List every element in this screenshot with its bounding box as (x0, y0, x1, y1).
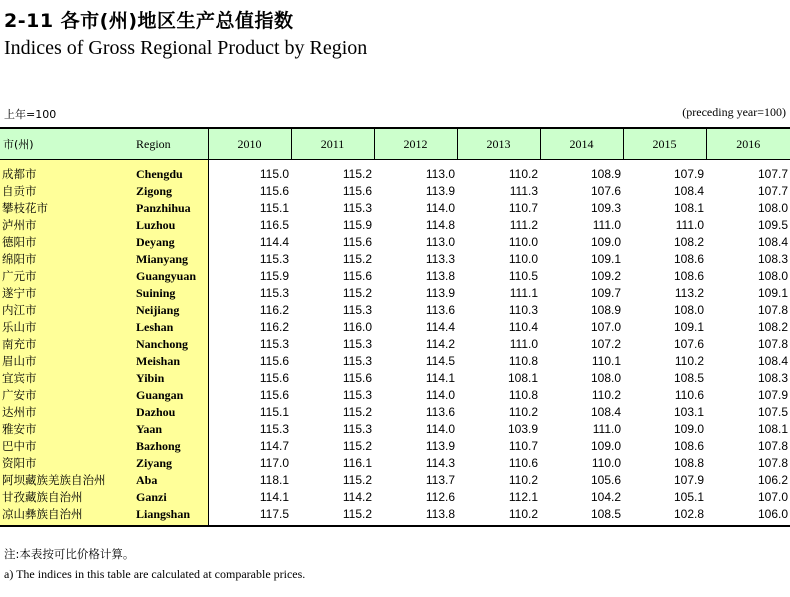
row-index-value: 115.2 (291, 506, 374, 526)
table-row (0, 319, 790, 336)
row-region-name: Zigong (130, 183, 208, 200)
row-region-name: Guangyuan (130, 268, 208, 285)
row-city-name: 雅安市 (0, 421, 130, 438)
column-header-2012: 2012 (374, 128, 457, 160)
row-index-value: 110.1 (591, 354, 621, 368)
row-city-name: 巴中市 (0, 438, 130, 455)
row-index-value: 107.0 (757, 490, 788, 504)
row-index-value: 110.0 (591, 456, 621, 470)
row-index-value: 108.8 (673, 456, 704, 470)
row-index-value: 108.6 (673, 269, 704, 283)
row-region-name: Ganzi (130, 489, 208, 506)
row-index-value: 115.2 (342, 167, 372, 181)
row-index-value: 108.2 (673, 235, 704, 249)
row-city-name: 攀枝花市 (0, 200, 130, 217)
table-row (0, 285, 790, 302)
row-index-value: 110.8 (508, 354, 538, 368)
row-index-value: 104.2 (590, 490, 621, 504)
row-index-value: 110.8 (508, 388, 538, 402)
column-header-2016: 2016 (706, 128, 790, 160)
row-city-name: 宜宾市 (0, 370, 130, 387)
row-index-value: 114.0 (425, 422, 455, 436)
row-index-value: 107.8 (757, 456, 788, 470)
row-city-name: 南充市 (0, 336, 130, 353)
row-region-name: Suining (130, 285, 208, 302)
table-row (0, 217, 790, 234)
row-region-name: Neijiang (130, 302, 208, 319)
row-index-value: 108.6 (673, 252, 704, 266)
footnote-english: a) The indices in this table are calculated at comparable prices. (4, 567, 306, 581)
row-index-value: 113.7 (425, 473, 455, 487)
row-index-value: 116.2 (259, 320, 289, 334)
row-region-name: Meishan (130, 353, 208, 370)
row-region-name: Mianyang (130, 251, 208, 268)
row-index-value: 109.0 (590, 235, 621, 249)
row-city-name: 阿坝藏族羌族自治州 (0, 472, 130, 489)
page-title-chinese: 2-11 各市(州)地区生产总值指数 (4, 10, 294, 32)
row-index-value: 110.2 (508, 473, 538, 487)
row-index-value: 114.2 (342, 490, 372, 504)
row-index-value: 115.9 (342, 218, 372, 232)
table-row (0, 404, 790, 421)
row-index-value: 110.5 (508, 269, 538, 283)
row-index-value: 106.2 (757, 473, 788, 487)
row-index-value: 115.3 (342, 422, 372, 436)
table-row (0, 200, 790, 217)
row-index-value: 113.6 (425, 303, 455, 317)
row-region-name: Dazhou (130, 404, 208, 421)
row-city-name: 成都市 (0, 160, 130, 184)
row-index-value: 113.2 (674, 286, 704, 300)
row-index-value: 115.9 (259, 269, 289, 283)
row-index-value: 114.5 (425, 354, 455, 368)
row-index-value: 115.3 (259, 286, 289, 300)
column-header-2013: 2013 (457, 128, 540, 160)
unit-label-english: (preceding year=100) (682, 105, 786, 119)
column-header-2010: 2010 (208, 128, 291, 160)
row-index-value: 115.6 (342, 371, 372, 385)
row-index-value: 115.6 (342, 269, 372, 283)
table-row (0, 160, 790, 184)
row-city-name: 自贡市 (0, 183, 130, 200)
row-index-value: 108.1 (757, 422, 788, 436)
table-row (0, 251, 790, 268)
row-index-value: 108.4 (673, 184, 704, 198)
row-index-value: 114.4 (259, 235, 289, 249)
row-index-value: 107.0 (590, 320, 621, 334)
row-index-value: 107.6 (590, 184, 621, 198)
row-region-name: Panzhihua (130, 200, 208, 217)
row-index-value: 112.6 (425, 490, 455, 504)
row-index-value: 102.8 (623, 506, 706, 526)
row-index-value: 108.3 (757, 371, 788, 385)
row-index-value: 113.0 (425, 235, 455, 249)
row-index-value: 113.3 (425, 252, 455, 266)
row-region-name: Yibin (130, 370, 208, 387)
row-index-value: 108.0 (590, 371, 621, 385)
row-index-value: 109.1 (590, 252, 621, 266)
row-index-value: 108.2 (757, 320, 788, 334)
row-index-value: 114.1 (425, 371, 455, 385)
footnote-chinese: 注:本表按可比价格计算。 (4, 547, 135, 561)
row-index-value: 109.7 (590, 286, 621, 300)
row-index-value: 115.1 (259, 201, 289, 215)
row-region-name: Liangshan (130, 506, 208, 526)
row-index-value: 107.8 (757, 337, 788, 351)
row-index-value: 108.9 (590, 303, 621, 317)
row-index-value: 109.1 (757, 286, 788, 300)
row-index-value: 111.0 (509, 337, 538, 351)
row-index-value: 115.3 (342, 303, 372, 317)
row-index-value: 108.1 (673, 201, 704, 215)
row-index-value: 110.0 (508, 252, 538, 266)
row-index-value: 108.0 (757, 269, 788, 283)
row-city-name: 乐山市 (0, 319, 130, 336)
row-index-value: 108.3 (757, 252, 788, 266)
row-index-value: 108.4 (757, 354, 788, 368)
row-index-value: 110.4 (508, 320, 538, 334)
row-index-value: 114.2 (425, 337, 455, 351)
row-index-value: 111.0 (675, 218, 704, 232)
row-index-value: 111.0 (592, 422, 621, 436)
table-row (0, 268, 790, 285)
row-index-value: 109.5 (757, 218, 788, 232)
row-region-name: Yaan (130, 421, 208, 438)
row-index-value: 115.3 (342, 337, 372, 351)
row-index-value: 116.5 (259, 218, 289, 232)
row-index-value: 113.6 (425, 405, 455, 419)
row-index-value: 107.9 (673, 473, 704, 487)
row-index-value: 113.8 (425, 269, 455, 283)
row-index-value: 110.3 (508, 303, 538, 317)
row-index-value: 110.6 (674, 388, 704, 402)
row-index-value: 114.0 (425, 201, 455, 215)
row-city-name: 泸州市 (0, 217, 130, 234)
row-index-value: 115.3 (259, 422, 289, 436)
row-index-value: 110.2 (508, 405, 538, 419)
row-region-name: Bazhong (130, 438, 208, 455)
row-index-value: 109.0 (590, 439, 621, 453)
row-region-name: Aba (130, 472, 208, 489)
row-index-value: 115.3 (259, 252, 289, 266)
row-region-name: Ziyang (130, 455, 208, 472)
row-index-value: 115.3 (342, 388, 372, 402)
page-title-english: Indices of Gross Regional Product by Region (4, 37, 368, 59)
row-region-name: Leshan (130, 319, 208, 336)
row-index-value: 115.6 (259, 388, 289, 402)
row-index-value: 110.2 (508, 167, 538, 181)
row-index-value: 108.9 (590, 167, 621, 181)
row-index-value: 113.9 (425, 286, 455, 300)
table-row (0, 336, 790, 353)
row-city-name: 凉山彝族自治州 (0, 506, 130, 526)
row-index-value: 108.5 (673, 371, 704, 385)
row-index-value: 115.6 (259, 354, 289, 368)
row-index-value: 107.7 (757, 184, 788, 198)
row-index-value: 106.0 (706, 506, 790, 526)
row-index-value: 113.9 (425, 439, 455, 453)
row-index-value: 110.2 (591, 388, 621, 402)
row-city-name: 绵阳市 (0, 251, 130, 268)
row-index-value: 108.1 (507, 371, 538, 385)
row-region-name: Luzhou (130, 217, 208, 234)
row-region-name: Nanchong (130, 336, 208, 353)
row-index-value: 107.8 (757, 303, 788, 317)
row-index-value: 105.6 (590, 473, 621, 487)
table-body (0, 160, 790, 527)
column-header-region: Region (130, 128, 208, 160)
table-row (0, 234, 790, 251)
row-index-value: 109.1 (673, 320, 704, 334)
row-city-name: 遂宁市 (0, 285, 130, 302)
row-index-value: 109.2 (590, 269, 621, 283)
row-index-value: 113.0 (425, 167, 455, 181)
row-index-value: 109.0 (673, 422, 704, 436)
table-row (0, 472, 790, 489)
column-header-2011: 2011 (291, 128, 374, 160)
row-index-value: 115.3 (342, 354, 372, 368)
row-index-value: 116.0 (342, 320, 372, 334)
row-index-value: 115.2 (342, 439, 372, 453)
row-city-name: 资阳市 (0, 455, 130, 472)
row-index-value: 113.8 (374, 506, 457, 526)
row-region-name: Deyang (130, 234, 208, 251)
table-header-row (0, 128, 790, 160)
row-index-value: 107.2 (590, 337, 621, 351)
table-row (0, 387, 790, 404)
row-index-value: 107.8 (757, 439, 788, 453)
row-index-value: 118.1 (259, 473, 289, 487)
row-region-name: Chengdu (130, 160, 208, 184)
row-index-value: 110.0 (508, 235, 538, 249)
row-index-value: 117.5 (208, 506, 291, 526)
row-index-value: 107.6 (673, 337, 704, 351)
row-index-value: 115.1 (259, 405, 289, 419)
row-city-name: 德阳市 (0, 234, 130, 251)
row-index-value: 115.2 (342, 405, 372, 419)
row-index-value: 111.0 (592, 218, 621, 232)
row-index-value: 107.5 (757, 405, 788, 419)
row-index-value: 103.9 (507, 422, 538, 436)
row-index-value: 111.3 (509, 184, 538, 198)
column-header-2015: 2015 (623, 128, 706, 160)
indices-table (0, 127, 790, 527)
row-index-value: 115.6 (342, 235, 372, 249)
row-city-name: 达州市 (0, 404, 130, 421)
row-index-value: 114.7 (259, 439, 289, 453)
column-header-2014: 2014 (540, 128, 623, 160)
row-index-value: 114.3 (425, 456, 455, 470)
row-index-value: 105.1 (673, 490, 704, 504)
row-index-value: 107.9 (673, 167, 704, 181)
row-city-name: 甘孜藏族自治州 (0, 489, 130, 506)
row-index-value: 114.0 (425, 388, 455, 402)
row-index-value: 112.1 (508, 490, 538, 504)
row-index-value: 110.6 (508, 456, 538, 470)
row-index-value: 110.7 (508, 439, 538, 453)
table-row (0, 489, 790, 506)
row-index-value: 115.2 (342, 252, 372, 266)
row-index-value: 115.3 (342, 201, 372, 215)
row-index-value: 110.2 (674, 354, 704, 368)
row-region-name: Guangan (130, 387, 208, 404)
table-row (0, 370, 790, 387)
table-row (0, 353, 790, 370)
table-row (0, 455, 790, 472)
row-index-value: 115.2 (342, 473, 372, 487)
row-index-value: 108.0 (673, 303, 704, 317)
row-city-name: 广元市 (0, 268, 130, 285)
row-index-value: 108.4 (757, 235, 788, 249)
table-row (0, 302, 790, 319)
row-index-value: 115.6 (342, 184, 372, 198)
row-index-value: 115.6 (259, 184, 289, 198)
row-index-value: 108.0 (757, 201, 788, 215)
row-index-value: 107.9 (757, 388, 788, 402)
row-city-name: 眉山市 (0, 353, 130, 370)
row-index-value: 115.2 (342, 286, 372, 300)
row-index-value: 108.6 (673, 439, 704, 453)
row-index-value: 115.6 (259, 371, 289, 385)
column-header-city: 市(州) (0, 128, 130, 160)
row-index-value: 103.1 (673, 405, 704, 419)
row-index-value: 114.4 (425, 320, 455, 334)
row-index-value: 108.4 (590, 405, 621, 419)
row-index-value: 110.2 (457, 506, 540, 526)
row-index-value: 114.1 (259, 490, 289, 504)
row-index-value: 107.7 (757, 167, 788, 181)
table-row (0, 183, 790, 200)
row-index-value: 113.9 (425, 184, 455, 198)
table-row (0, 506, 790, 526)
row-index-value: 116.1 (342, 456, 372, 470)
row-index-value: 111.2 (509, 218, 538, 232)
row-index-value: 108.5 (540, 506, 623, 526)
row-index-value: 117.0 (259, 456, 289, 470)
row-index-value: 114.8 (425, 218, 455, 232)
table-row (0, 438, 790, 455)
row-index-value: 116.2 (259, 303, 289, 317)
row-city-name: 内江市 (0, 302, 130, 319)
row-index-value: 115.3 (259, 337, 289, 351)
row-index-value: 115.0 (259, 167, 289, 181)
row-city-name: 广安市 (0, 387, 130, 404)
row-index-value: 111.1 (509, 286, 538, 300)
row-index-value: 109.3 (590, 201, 621, 215)
table-row (0, 421, 790, 438)
row-index-value: 110.7 (508, 201, 538, 215)
unit-label-chinese: 上年=100 (4, 108, 57, 121)
